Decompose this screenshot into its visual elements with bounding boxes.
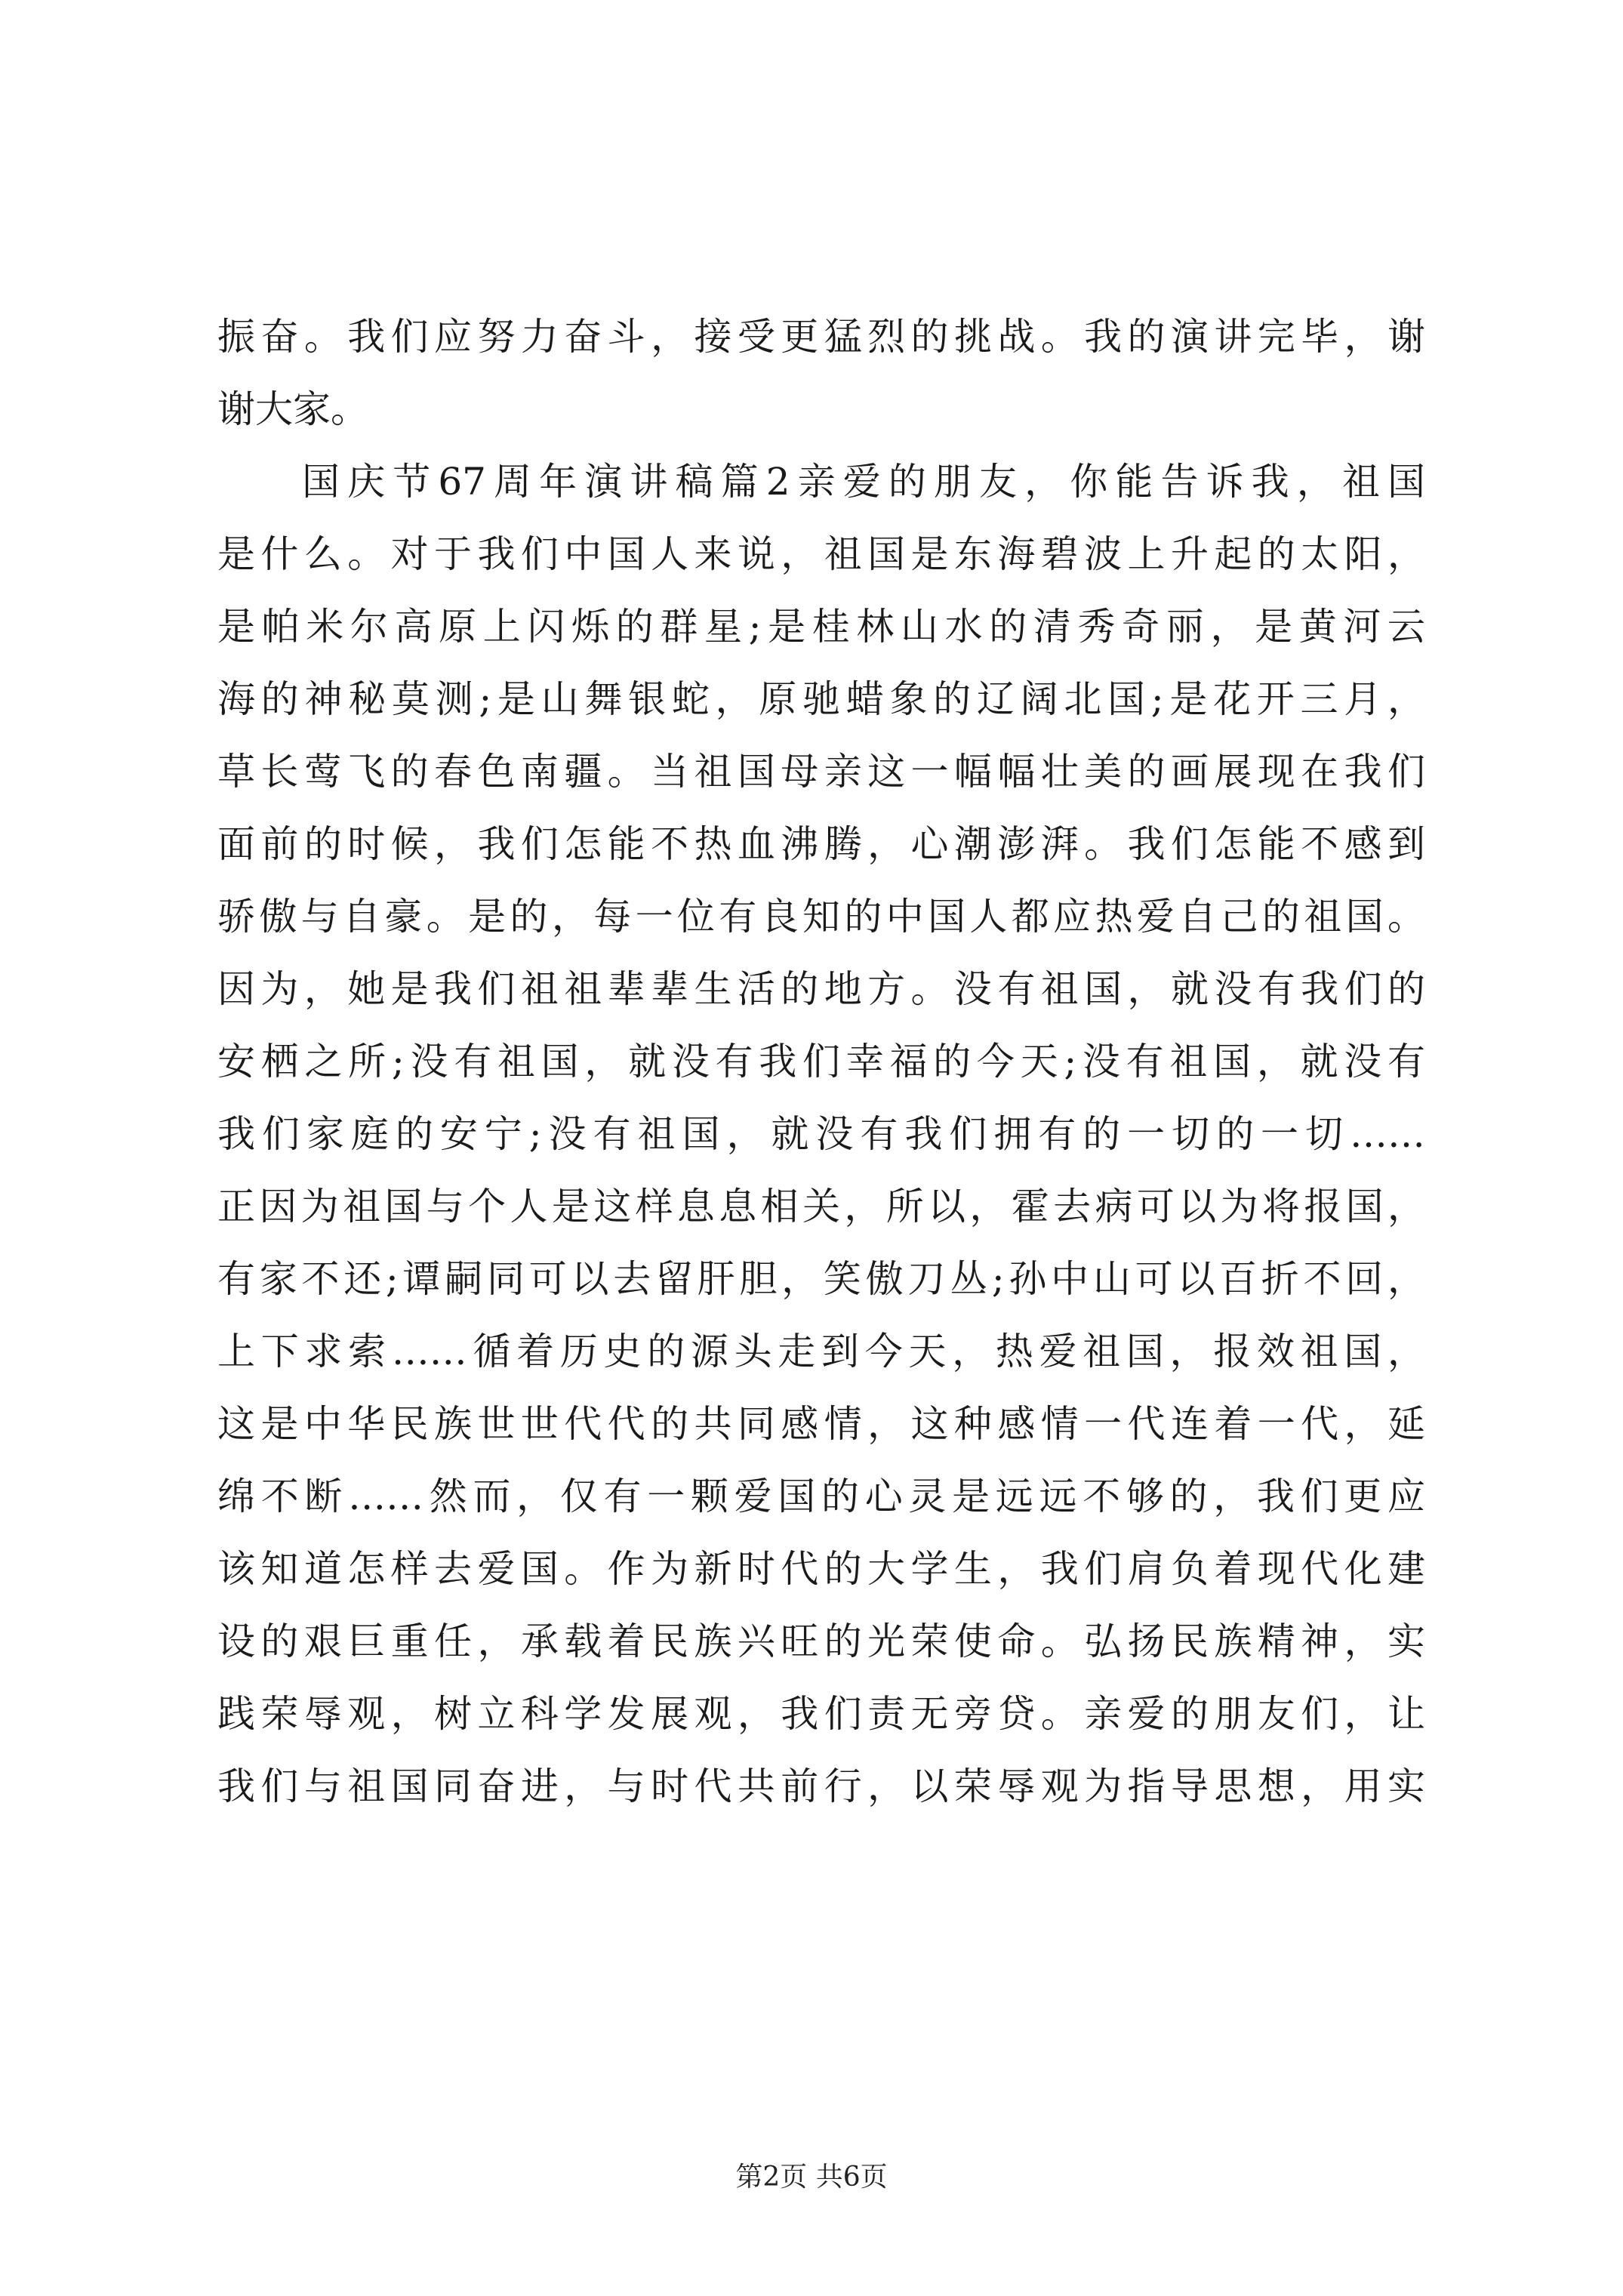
- text-line: 我们家庭的安宁;没有祖国，就没有我们拥有的一切的一切……: [217, 1112, 1425, 1156]
- body-text: [217, 300, 1425, 1823]
- text-line: 因为，她是我们祖祖辈辈生活的地方。没有祖国，就没有我们的: [217, 967, 1425, 1011]
- text-line: 谢大家。: [217, 387, 368, 431]
- text-line: 草长莺飞的春色南疆。当祖国母亲这一幅幅壮美的画展现在我们: [217, 750, 1425, 794]
- text-line: 是什么。对于我们中国人来说，祖国是东海碧波上升起的太阳，: [217, 532, 1425, 576]
- text-line: 该知道怎样去爱国。作为新时代的大学生，我们肩负着现代化建: [217, 1547, 1425, 1591]
- text-line: 安栖之所;没有祖国，就没有我们幸福的今天;没有祖国，就没有: [217, 1040, 1425, 1083]
- text-line: 上下求索……循着历史的源头走到今天，热爱祖国，报效祖国，: [217, 1330, 1425, 1373]
- text-line: 设的艰巨重任，承载着民族兴旺的光荣使命。弘扬民族精神，实: [217, 1620, 1425, 1663]
- text-line: 有家不还;谭嗣同可以去留肝胆，笑傲刀丛;孙中山可以百折不回，: [217, 1257, 1425, 1301]
- text-line: 我们与祖国同奋进，与时代共前行，以荣辱观为指导思想，用实: [217, 1764, 1425, 1808]
- text-line: 是帕米尔高原上闪烁的群星;是桂林山水的清秀奇丽，是黄河云: [217, 605, 1425, 649]
- text-line: 骄傲与自豪。是的，每一位有良知的中国人都应热爱自己的祖国。: [217, 895, 1425, 938]
- text-line: 绵不断……然而，仅有一颗爱国的心灵是远远不够的，我们更应: [217, 1475, 1425, 1518]
- text-line: 践荣辱观，树立科学发展观，我们责无旁贷。亲爱的朋友们，让: [217, 1692, 1425, 1736]
- text-line: 面前的时候，我们怎能不热血沸腾，心潮澎湃。我们怎能不感到: [217, 822, 1425, 866]
- text-line: 海的神秘莫测;是山舞银蛇，原驰蜡象的辽阔北国;是花开三月，: [217, 677, 1425, 721]
- text-line: 正因为祖国与个人是这样息息相关，所以，霍去病可以为将报国，: [217, 1185, 1425, 1228]
- text-line: 振奋。我们应努力奋斗，接受更猛烈的挑战。我的演讲完毕，谢: [217, 315, 1425, 359]
- text-line: 这是中华民族世世代代的共同感情，这种感情一代连着一代，延: [217, 1402, 1425, 1446]
- page-number-footer: 第2页 共6页: [735, 2162, 888, 2193]
- paragraph-start-line: 国庆节67周年演讲稿篇2亲爱的朋友，你能告诉我，祖国: [302, 460, 1425, 504]
